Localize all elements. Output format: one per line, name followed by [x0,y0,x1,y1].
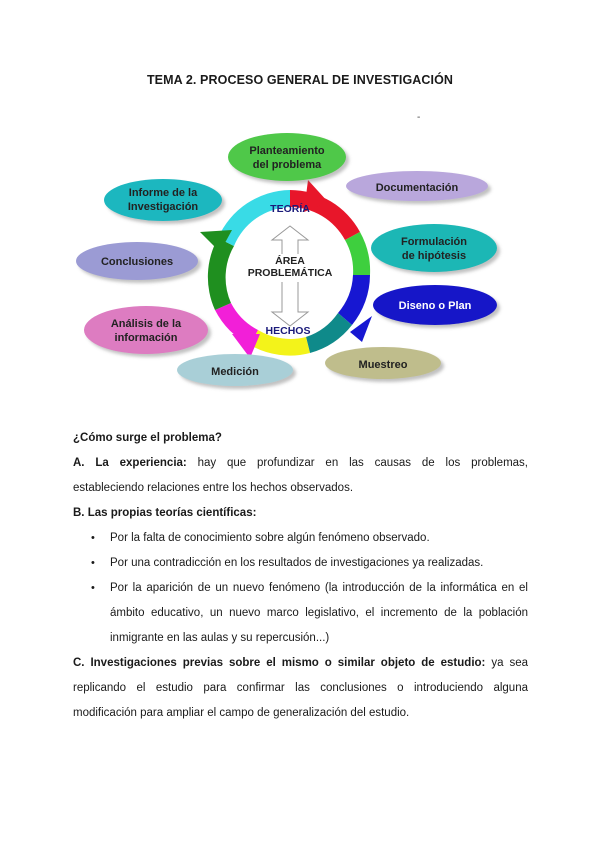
section-a-text-1: hay que profundizar en las causas de los problemas, [197,457,528,469]
document-body [73,426,528,726]
node-medicion [177,354,293,386]
node-diseno [373,285,497,325]
section-a [73,451,528,476]
facts-label: HECHOS [265,325,311,337]
section-c-text: ya sea replicando el estudio para confirmar las conclusiones o introduciendo alguna modificación para ampliar el campo de generalización del estudio. [73,657,528,719]
page-title: TEMA 2. PROCESO GENERAL DE INVESTIGACIÓN [146,73,454,87]
node-informe [104,179,222,221]
list-item: • Por una contradicción en los resultados de investigaciones ya realizadas. [73,551,528,576]
node-muestreo [325,347,441,379]
node-diseno-line1: Diseno o Plan [398,300,472,312]
node-documentacion-line1: Documentación [375,182,459,194]
node-planteamiento-line1: Planteamiento [249,145,325,157]
section-b-label: B. Las propias teorías científicas: [73,507,257,519]
section-b-list [73,526,528,651]
node-formulacion [371,224,497,272]
section-c-label: C. Investigaciones previas sobre el mismo o similar objeto de estudio: [73,657,486,669]
theory-label: TEORÍA [270,203,310,215]
list-item: • Por la aparición de un nuevo fenómeno (la introducción de la informática en el ámbito educativo, un nuevo marco legislativo, el incremento de la población inmigrante en las aulas y su repercusión...) [73,576,528,651]
section-a-label: A. La experiencia: [73,457,187,469]
node-informe-line2: Investigación [127,201,199,213]
node-muestreo-line1: Muestreo [358,359,408,371]
section-a-continued: estableciendo relaciones entre los hechos observados. [73,482,354,494]
node-formulacion-line2: de hipótesis [401,250,467,262]
ring-segment-red [290,190,360,240]
node-documentacion [346,171,488,201]
list-item: • Por la falta de conocimiento sobre algún fenómeno observado. [73,526,528,551]
node-conclusiones-line1: Conclusiones [100,256,174,268]
section-c [73,651,528,726]
node-conclusiones [76,242,198,280]
ring-segment-green [345,232,370,275]
node-analisis-line2: información [114,332,178,344]
node-formulacion-line1: Formulación [400,236,468,248]
center-label-line2: PROBLEMÁTICA [247,267,333,279]
stray-mark: - [417,112,421,123]
node-analisis-line1: Análisis de la [110,318,182,330]
node-planteamiento [228,133,346,181]
research-process-diagram [60,120,520,400]
node-analisis [84,306,208,354]
center-label-line1: ÁREA [275,255,305,267]
node-informe-line1: Informe de la [128,187,198,199]
question-heading: ¿Cómo surge el problema? [73,432,222,444]
node-planteamiento-line2: del problema [252,159,322,171]
node-medicion-line1: Medición [211,366,259,378]
